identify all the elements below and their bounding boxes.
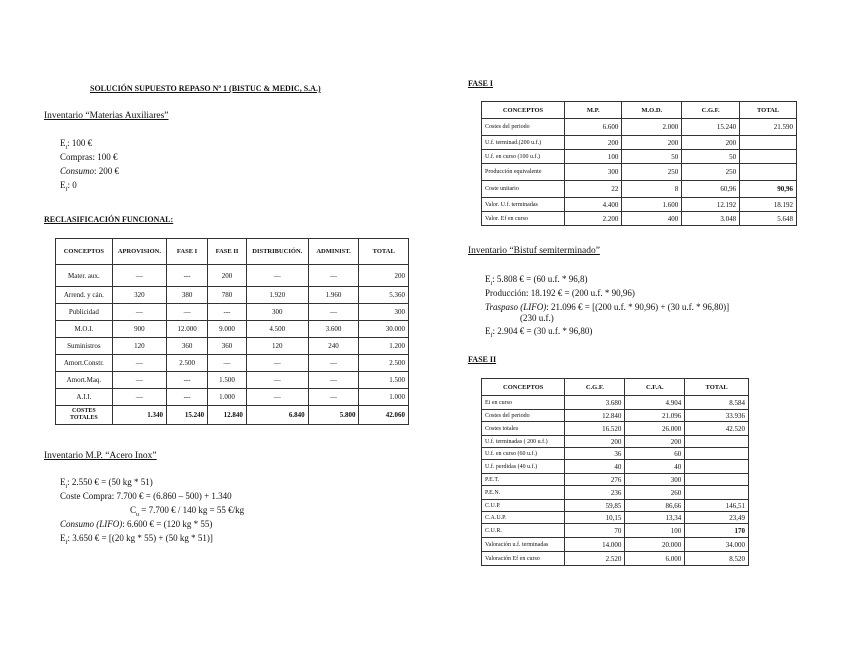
column-header: CONCEPTOS	[482, 102, 565, 119]
table-cell: 30.000	[359, 321, 409, 338]
table-cell: P.E.N.	[482, 486, 565, 500]
table-cell: 50	[622, 150, 682, 164]
table-cell: Costes del periodo	[482, 410, 565, 422]
table-cell: C.U.P.	[482, 500, 565, 512]
reclassification-title: RECLASIFICACIÓN FUNCIONAL:	[44, 215, 174, 224]
bistuf-final-stock: $E_f$: 2.904 € = (30 u.f. * 96,80)	[485, 326, 593, 339]
bistuf-transfer: Traspaso (LIFO): 21.096 € = [(200 u.f. * 90,96) + (30 u.f. * 96,80)]	[485, 302, 730, 312]
table-cell: Costes totales	[482, 422, 565, 436]
table-cell: ---	[167, 389, 208, 406]
table-cell: Publicidad	[56, 304, 113, 321]
table-cell: 26.000	[625, 422, 685, 436]
table-cell: 50	[682, 150, 740, 164]
mp-final-stock: $E_f$: 3.650 € = [(20 kg * 55) + (50 kg * 51)]	[60, 533, 213, 546]
table-row	[56, 355, 409, 372]
table-cell: 12.840	[208, 406, 247, 425]
table-cell: Ei en curso	[482, 396, 565, 410]
table-cell: 1.340	[112, 406, 166, 425]
table-cell: Suministros	[56, 338, 113, 355]
table-cell: 5.800	[308, 406, 359, 425]
table-cell: —	[246, 265, 308, 287]
table-cell: 276	[565, 474, 625, 486]
table-cell: Valoración u.f. terminadas	[482, 538, 565, 552]
table-cell: 70	[565, 524, 625, 538]
table-cell: Coste unitario	[482, 181, 565, 198]
table-cell: 250	[622, 164, 682, 181]
mp-initial-stock: $E_i$: 2.550 € = (50 kg * 51)	[60, 477, 153, 490]
table-cell: 60,96	[682, 181, 740, 198]
column-header: APROVISION.	[112, 239, 166, 265]
table-cell: 1.200	[359, 338, 409, 355]
table-cell: Valor. Ef en curso	[482, 212, 565, 226]
column-header: CONCEPTOS	[482, 379, 565, 396]
table-row	[482, 486, 749, 500]
table-cell: 360	[208, 338, 247, 355]
table-cell: 900	[112, 321, 166, 338]
table-cell: M.O.I.	[56, 321, 113, 338]
inventory-mp-title: Inventario M.P. “Acero Inox”	[44, 451, 157, 461]
aux-consumption: Consumo: 200 €	[60, 166, 120, 176]
table-cell: 90,96	[740, 181, 797, 198]
table-cell: 200	[359, 265, 409, 287]
table-cell: 5.648	[740, 212, 797, 226]
table-cell	[740, 164, 797, 181]
table-cell: Amort.Maq.	[56, 372, 113, 389]
table-cell: 240	[308, 338, 359, 355]
table-cell: —	[167, 304, 208, 321]
table-cell	[685, 474, 749, 486]
table-cell: 1.600	[622, 198, 682, 212]
table-cell: 3.048	[682, 212, 740, 226]
table-cell: 2.000	[622, 119, 682, 136]
table-row	[482, 396, 749, 410]
table-row	[482, 181, 797, 198]
table-cell: 3.600	[308, 321, 359, 338]
table-cell: U.f. perdidas (40 u.f.)	[482, 460, 565, 474]
table-cell: 1.500	[359, 372, 409, 389]
table-cell: U.f. terminadas ( 200 u.f.)	[482, 436, 565, 448]
table-cell: 1.960	[308, 287, 359, 304]
table-row	[56, 406, 409, 425]
column-header: C.F.A.	[625, 379, 685, 396]
aux-final-stock: $E_f$: 0	[60, 180, 77, 193]
table-cell: 9.000	[208, 321, 247, 338]
table-cell: Amort.Constr.	[56, 355, 113, 372]
table-cell: 86,66	[625, 500, 685, 512]
table-cell: ---	[167, 372, 208, 389]
table-cell: Valoración Ef en curso	[482, 552, 565, 566]
table-cell	[740, 150, 797, 164]
table-cell: 236	[565, 486, 625, 500]
table-cell: 4.904	[625, 396, 685, 410]
bistuf-production: Producción: 18.192 € = (200 u.f. * 90,96)	[485, 288, 635, 298]
mp-purchase-cost: Coste Compra: 7.700 € = (6.860 – 500) + 1.340	[60, 491, 232, 501]
table-cell: P.E.T.	[482, 474, 565, 486]
table-cell: 12.840	[565, 410, 625, 422]
table-cell: 33.936	[685, 410, 749, 422]
table-cell: 300	[359, 304, 409, 321]
table-cell: —	[112, 355, 166, 372]
table-cell: 21.096	[625, 410, 685, 422]
table-cell: 21.590	[740, 119, 797, 136]
table-row	[482, 410, 749, 422]
table-cell	[685, 436, 749, 448]
table-cell: 200	[565, 136, 622, 150]
table-cell: 2.200	[565, 212, 622, 226]
table-cell: 300	[625, 474, 685, 486]
table-row	[56, 338, 409, 355]
table-cell: 36	[565, 448, 625, 460]
table-cell: 6.000	[625, 552, 685, 566]
table-row	[482, 460, 749, 474]
table-row	[482, 119, 797, 136]
table-row	[482, 164, 797, 181]
table-cell: 4.500	[246, 321, 308, 338]
table-row	[482, 500, 749, 512]
phase-one-table	[481, 101, 797, 226]
table-cell: Arrend. y cán.	[56, 287, 113, 304]
table-cell: 200	[625, 436, 685, 448]
column-header: FASE I	[167, 239, 208, 265]
main-title: SOLUCIÓN SUPUESTO REPASO Nº 1 (BISTUC & MEDIC, S.A.)	[90, 84, 321, 93]
table-cell: 100	[625, 524, 685, 538]
table-cell: 170	[685, 524, 749, 538]
table-row	[482, 512, 749, 524]
table-cell: 8	[622, 181, 682, 198]
table-cell: —	[112, 304, 166, 321]
table-cell: 2.500	[167, 355, 208, 372]
table-cell: 2.500	[359, 355, 409, 372]
table-row	[482, 198, 797, 212]
table-cell: C.U.R.	[482, 524, 565, 538]
aux-purchases: Compras: 100 €	[60, 152, 118, 162]
table-cell: Costes del periodo	[482, 119, 565, 136]
table-cell: —	[112, 389, 166, 406]
table-row	[482, 474, 749, 486]
table-cell: —	[308, 304, 359, 321]
column-header: TOTAL	[685, 379, 749, 396]
table-cell: 250	[682, 164, 740, 181]
table-cell	[685, 448, 749, 460]
table-cell: 16.520	[565, 422, 625, 436]
table-cell: 42.520	[685, 422, 749, 436]
table-cell: 400	[622, 212, 682, 226]
table-cell: 20.000	[625, 538, 685, 552]
table-cell: 260	[625, 486, 685, 500]
table-cell: 12.000	[167, 321, 208, 338]
table-cell: 3.680	[565, 396, 625, 410]
table-row	[482, 136, 797, 150]
table-cell: 14.000	[565, 538, 625, 552]
table-row	[482, 436, 749, 448]
table-row	[482, 538, 749, 552]
table-row	[56, 287, 409, 304]
table-cell: U.f. en curso (100 u.f.)	[482, 150, 565, 164]
table-cell: 40	[625, 460, 685, 474]
bistuf-transfer-units: (230 u.f.)	[520, 313, 554, 323]
table-cell: 300	[565, 164, 622, 181]
table-cell: 200	[208, 265, 247, 287]
table-cell: 100	[565, 150, 622, 164]
table-cell: 40	[565, 460, 625, 474]
bistuf-initial-stock: $E_i$: 5.808 € = (60 u.f. * 96,8)	[485, 274, 588, 287]
table-cell: Mater. aux.	[56, 265, 113, 287]
table-cell: A.I.I.	[56, 389, 113, 406]
table-cell: —	[246, 355, 308, 372]
table-cell: 59,85	[565, 500, 625, 512]
table-cell: 42.060	[359, 406, 409, 425]
table-cell	[685, 460, 749, 474]
table-cell: 60	[625, 448, 685, 460]
column-header: C.G.F.	[565, 379, 625, 396]
column-header: C.G.F.	[682, 102, 740, 119]
table-row	[56, 304, 409, 321]
table-cell: 1.500	[208, 372, 247, 389]
column-header: M.P.	[565, 102, 622, 119]
table-cell: 6.840	[246, 406, 308, 425]
table-cell: 120	[246, 338, 308, 355]
table-cell: 8.584	[685, 396, 749, 410]
table-cell: 4.400	[565, 198, 622, 212]
table-cell: —	[208, 355, 247, 372]
table-row	[482, 422, 749, 436]
table-cell: 22	[565, 181, 622, 198]
table-cell: 13,34	[625, 512, 685, 524]
column-header: DISTRIBUCIÓN.	[246, 239, 308, 265]
table-cell: —	[308, 355, 359, 372]
column-header: TOTAL	[359, 239, 409, 265]
reclassification-table	[55, 238, 409, 425]
table-cell: 146,51	[685, 500, 749, 512]
table-cell: 23,49	[685, 512, 749, 524]
table-cell: 2.520	[565, 552, 625, 566]
table-cell: —	[112, 372, 166, 389]
inventory-aux-title: Inventario “Materias Auxiliares”	[44, 111, 169, 121]
table-row	[56, 265, 409, 287]
table-cell: —	[308, 372, 359, 389]
table-row	[482, 524, 749, 538]
phase-two-title: FASE II	[468, 355, 497, 364]
table-cell: —	[112, 265, 166, 287]
inventory-bistuf-title: Inventario “Bistuf semiterminado”	[468, 246, 600, 256]
table-cell: C.A.U.P.	[482, 512, 565, 524]
column-header: ADMINIST.	[308, 239, 359, 265]
table-cell: 380	[167, 287, 208, 304]
table-cell: 120	[112, 338, 166, 355]
table-cell	[685, 486, 749, 500]
table-cell: COSTES TOTALES	[56, 406, 113, 425]
table-cell: ---	[208, 304, 247, 321]
table-row	[56, 372, 409, 389]
table-cell: 200	[682, 136, 740, 150]
table-cell: ---	[167, 265, 208, 287]
table-cell: U.f. terminad.(200 u.f.)	[482, 136, 565, 150]
table-row	[56, 389, 409, 406]
table-cell: —	[246, 389, 308, 406]
table-cell: 6.600	[565, 119, 622, 136]
table-cell: 200	[565, 436, 625, 448]
table-row	[482, 212, 797, 226]
table-cell: 1.920	[246, 287, 308, 304]
table-cell: 320	[112, 287, 166, 304]
table-cell: 1.000	[359, 389, 409, 406]
aux-initial-stock: $E_i$: 100 €	[60, 138, 93, 151]
mp-consumption: Consumo (LIFO): 6.600 € = (120 kg * 55)	[60, 519, 213, 529]
table-cell: 10,15	[565, 512, 625, 524]
table-cell: 12.192	[682, 198, 740, 212]
table-cell: —	[246, 372, 308, 389]
table-cell: 1.000	[208, 389, 247, 406]
table-cell: U.f. en curso (60 u.f.)	[482, 448, 565, 460]
table-cell: 200	[622, 136, 682, 150]
column-header: M.O.D.	[622, 102, 682, 119]
table-cell: Producción equivalente	[482, 164, 565, 181]
phase-two-table	[481, 378, 749, 566]
table-cell: 15.240	[682, 119, 740, 136]
table-cell: 780	[208, 287, 247, 304]
table-row	[56, 321, 409, 338]
table-cell: Valor. U.f. terminadas	[482, 198, 565, 212]
table-row	[482, 448, 749, 460]
table-row	[482, 150, 797, 164]
column-header: FASE II	[208, 239, 247, 265]
column-header: TOTAL	[740, 102, 797, 119]
table-cell: 15.240	[167, 406, 208, 425]
table-cell: —	[308, 265, 359, 287]
table-cell: 18.192	[740, 198, 797, 212]
table-cell: 34.000	[685, 538, 749, 552]
column-header: CONCEPTOS	[56, 239, 113, 265]
table-cell: 8.520	[685, 552, 749, 566]
phase-one-title: FASE I	[468, 79, 493, 88]
table-cell	[740, 136, 797, 150]
table-cell: 360	[167, 338, 208, 355]
table-cell: 5.360	[359, 287, 409, 304]
table-row	[482, 552, 749, 566]
table-cell: 300	[246, 304, 308, 321]
mp-unit-cost: $C_u = 7.700$ € / 140 kg = 55 €/kg	[130, 505, 245, 518]
table-cell: —	[308, 389, 359, 406]
